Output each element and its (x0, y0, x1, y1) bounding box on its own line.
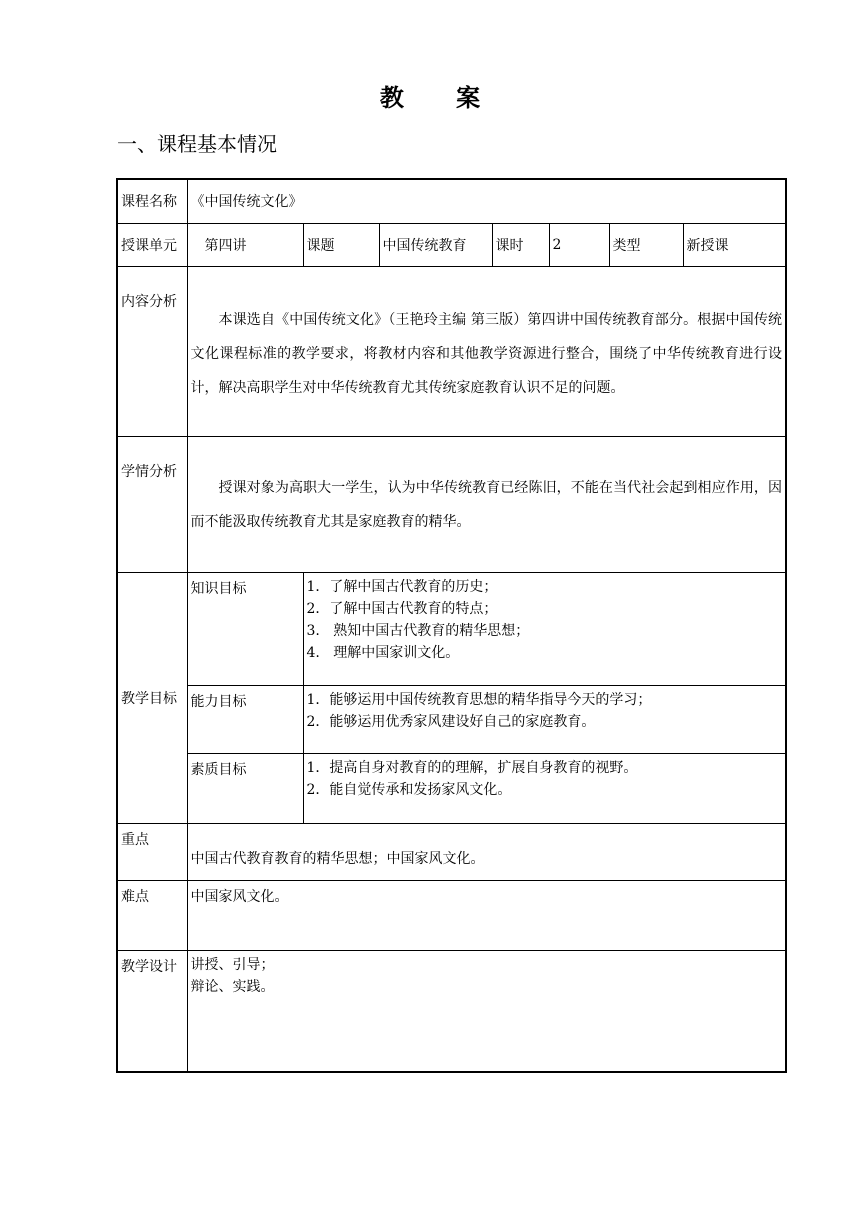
course-name-label: 课程名称 (117, 179, 187, 223)
list-item: 2．能够运用优秀家风建设好自己的家庭教育。 (306, 713, 596, 730)
course-name-value: 《中国传统文化》 (187, 179, 786, 223)
teaching-design-label: 教学设计 (117, 950, 187, 1072)
list-item: 讲授、引导； (190, 956, 275, 973)
content-analysis-label: 内容分析 (117, 266, 187, 436)
key-points-label: 重点 (117, 823, 187, 880)
ability-goal-list (303, 685, 786, 753)
hours-label: 课时 (492, 223, 549, 266)
list-item: 1．能够运用中国传统教育思想的精华指导今天的学习； (306, 691, 652, 708)
teaching-design-row (117, 950, 786, 1072)
quality-goal-list (303, 753, 786, 823)
unit-label: 授课单元 (117, 223, 187, 266)
key-points-text: 中国古代教育教育的精华思想；中国家风文化。 (187, 823, 786, 880)
difficulties-label: 难点 (117, 880, 187, 950)
content-analysis-text: 本课选自《中国传统文化》（王艳玲主编 第三版）第四讲中国传统教育部分。根据中国传统文化课程标准的教学要求，将教材内容和其他教学资源进行整合，围绕了中华传统教育进行设计，解决高职学生对中华传统教育尤其传统家庭教育认识不足的问题。 (190, 311, 783, 396)
quality-goal-label: 素质目标 (187, 753, 303, 823)
course-name-row (117, 179, 786, 223)
lesson-plan-table (116, 178, 787, 1073)
objective-quality-row (117, 753, 786, 823)
list-item: 3. 熟知中国古代教育的精华思想； (306, 622, 530, 639)
list-item: 1．了解中国古代教育的历史； (306, 578, 498, 595)
unit-value: 第四讲 (187, 223, 303, 266)
list-item: 2．能自觉传承和发扬家风文化。 (306, 781, 512, 798)
learner-analysis-row (117, 436, 786, 572)
topic-value: 中国传统教育 (379, 223, 492, 266)
teaching-design-content (187, 950, 786, 1072)
difficulties-row (117, 880, 786, 950)
ability-goal-label: 能力目标 (187, 685, 303, 753)
list-item: 1．提高自身对教育的的理解，扩展自身教育的视野。 (306, 759, 638, 776)
content-analysis-row (117, 266, 786, 436)
difficulties-text: 中国家风文化。 (187, 880, 786, 950)
topic-label: 课题 (303, 223, 379, 266)
unit-row (117, 223, 786, 266)
objective-ability-row (117, 685, 786, 753)
list-item: 辩论、实践。 (190, 978, 275, 995)
document-title: 教 案 (379, 83, 503, 112)
key-points-row (117, 823, 786, 880)
learner-analysis-label: 学情分析 (117, 436, 187, 572)
type-label: 类型 (609, 223, 683, 266)
objective-knowledge-row (117, 572, 786, 685)
list-item: 4. 理解中国家训文化。 (306, 644, 460, 661)
type-value: 新授课 (683, 223, 786, 266)
knowledge-goal-list (303, 572, 786, 685)
learner-analysis-text: 授课对象为高职大一学生，认为中华传统教育已经陈旧，不能在当代社会起到相应作用，因而不能汲取传统教育尤其是家庭教育的精华。 (190, 479, 783, 530)
hours-value: 2 (549, 223, 609, 266)
section-heading: 一、课程基本情况 (117, 132, 277, 156)
knowledge-goal-label: 知识目标 (187, 572, 303, 685)
list-item: 2．了解中国古代教育的特点； (306, 600, 498, 617)
objectives-label: 教学目标 (117, 572, 187, 823)
